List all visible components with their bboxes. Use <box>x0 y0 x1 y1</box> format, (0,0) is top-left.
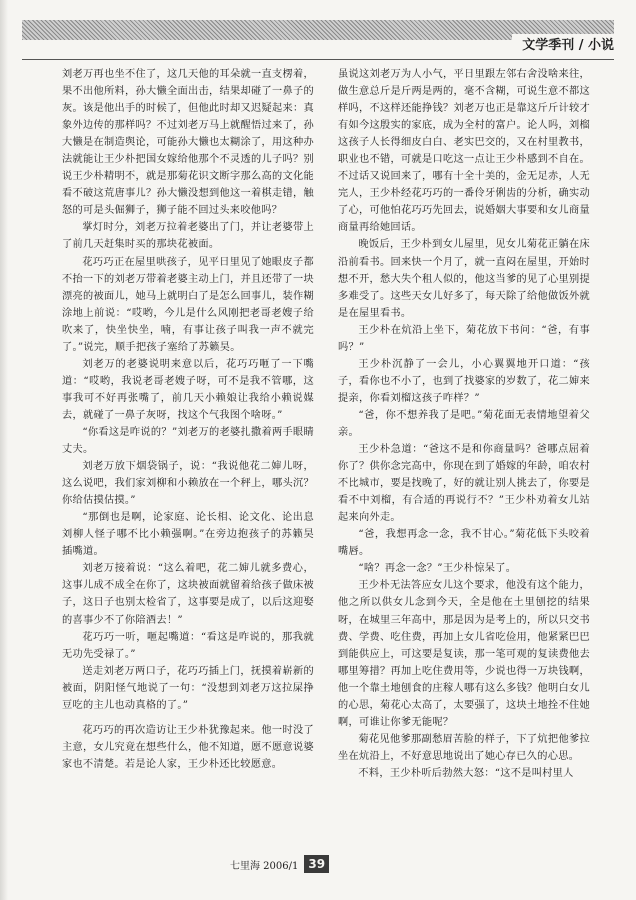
paragraph: 刘老万接着说：“这么着吧，花二婶儿就多费心，这事儿成不成全在你了，这块被面就留着给孩子做床被子，这日子也别太检省了，这事要是成了，以后这迎娶的喜事少不了你陪酒去！” <box>62 563 314 626</box>
paragraph: “啥？再念一念？”王少朴惊呆了。 <box>358 563 517 575</box>
page-edge-shadow <box>0 0 8 900</box>
right-text-column <box>338 66 590 782</box>
paragraph: 虽说这刘老万为人小气，平日里跟左邻右舍没啥来往，做生意总斤是斤两是两的，毫不含糊，可说生意不都这样吗，不这样还能挣钱？刘老万也正是靠这斤斤计较才有如今这殷实的家底，成为全村的富户。论人吗，刘榴这孩子人长得细皮白白、老实巴交的，又在村里教书，职业也不错，可就是口吃这一点让王少朴感到不自在。不过话又说回来了，哪有十全十美的，金无足赤，人无完人，王少朴经花巧巧的一番伶牙俐齿的分析，确实动了心，可他怕花巧巧先回去，说婚姻大事要和女儿商量商量再给她回话。 <box>338 69 590 234</box>
paragraph: “那倒也是啊，论家庭、论长相、论文化、论出息刘柳人怪子哪不比小赖强啊。”在旁边抱孩子的苏籁昊插嘴道。 <box>62 512 314 558</box>
paragraph: 刘老万放下烟袋锅子，说：“我说他花二婶儿呀，这么说吧，我们家刘柳和小赖放在一个秤上，哪头沉？你给估摸估摸。” <box>62 461 314 507</box>
page-number: 39 <box>304 855 329 873</box>
paragraph: 王少朴在炕沿上坐下，菊花放下书问：“爸，有事吗？” <box>338 324 590 353</box>
paragraph: 花巧巧正在屋里哄孩子，见平日里见了她眼皮子都不抬一下的刘老万带着老婆主动上门，并且还带了一块漂亮的被面儿，她马上就明白了是怎么回事儿，装作糊涂地上前说：“哎哟，今儿是什么风刚把老哥老嫂子给吹来了，快坐快坐，喃，有事让孩子叫我一声不就完了。”说完，顺手把孩子塞给了苏籁昊。 <box>62 256 314 353</box>
paragraph: 花巧巧一听，咂起嘴道：“看这是咋说的，那我就无功先受禄了。” <box>62 631 314 660</box>
left-text-column <box>62 66 314 773</box>
paragraph: 刘老万再也坐不住了，这几天他的耳朵就一直支楞着，果不出他所料，孙大懒全面出击，结果却碰了一鼻子的灰。该是他出手的时候了，但他此时却又迟疑起来：真象外边传的那样吗？不过刘老万马上就醒悟过来了，孙大懒是在制造舆论，可能孙大懒也太糊涂了，用这种办法就能让王少朴把国女嫁给他那个不灵透的儿子吗？别说王少朴精明不，就是那菊花识文断字那么高的文化能看不破这荒唐事儿？孙大懒没想到他这一着棋走错，触怒的可是头倔狮子，狮子能不回过头来咬他吗？ <box>62 69 314 217</box>
paragraph: 王少朴沉静了一会儿，小心翼翼地开口道：“孩子，看你也不小了，也到了找婆家的岁数了，花二婶来提亲，你看刘榴这孩子咋样？” <box>338 358 590 404</box>
header-rule <box>22 59 614 60</box>
paragraph: 刘老万的老婆说明来意以后，花巧巧咂了一下嘴道：“哎哟，我说老哥老嫂子呀，可不是我不管哪，这事我可不好再张嘴了，前几天小赖娘让我给小赖说媒去，就碰了一鼻子灰呀，找这个气我图个啥呀。” <box>62 358 314 421</box>
paragraph: 晚饭后，王少朴到女儿屋里，见女儿菊花正躺在床沿前看书。回来快一个月了，就一直闷在屋里，开始时想不开，愁大失个租人似的，他这当爹的见了心里别提多难受了。这些天女儿好多了，每天除了给他做饭外就是在屋里看书。 <box>338 239 590 319</box>
paragraph: 不料，王少朴听后勃然大怒：“这不是叫村里人 <box>358 767 574 779</box>
paragraph: 菊花见他爹那副愁眉苦脸的样子，下了炕把他爹拉坐在炕沿上，不好意思地说出了她心存已久的心思。 <box>338 733 590 762</box>
section-header: 文学季刊 / 小说 <box>512 34 614 58</box>
paragraph: “爸，我想再念一念，我不甘心。”菊花低下头咬着嘴唇。 <box>338 529 590 558</box>
footer-magazine-issue: 七里海 2006/1 <box>230 860 299 872</box>
page-footer <box>230 853 329 875</box>
paragraph: 花巧巧的再次造访让王少朴犹豫起来。他一时没了主意，女儿究竟在想些什么，他不知道，愿不愿意说婆家也不清楚。若是论人家，王少朴还比较愿意。 <box>62 724 314 770</box>
paragraph: 王少朴无法答应女儿这个要求，他没有这个能力，他之所以供女儿念到今天，全是他在土里刨挖的结果呀，在城里三年高中，那是因为是考上的，所以只交书费、学费、吃住费，再加上女儿省吃俭用，他紧紧巴巴到能供应上，可这要是复读，那一笔可观的复读费他去哪里筹措？再加上吃住费用等，少说也得一万块钱啊，他一个靠土地刨食的庄稼人哪有这么多钱？他明白女儿的心思，菊花心太高了，太要强了，这块土地拴不住她啊，可谁让你爹无能呢？ <box>338 580 590 728</box>
paragraph: 送走刘老万两口子，花巧巧插上门，抚摸着崭新的被面，阴阳怪气地说了一句：“没想到刘老万这拉屎挣豆吃的主儿也动真格的了。” <box>62 665 314 711</box>
paragraph: “你看这是咋说的？”刘老万的老婆扎撒着两手眼睛丈夫。 <box>62 426 314 456</box>
paragraph: 王少朴急道：“爸这不是和你商量吗？爸哪点屈着你了？供你念完高中，你现在到了婚嫁的年龄，咱农村不比城市，要是找晚了，好的就让别人挑去了，你要是看不中刘榴，有合适的再说行不？”王少朴劝着女儿站起来向外走。 <box>338 444 590 524</box>
paragraph: “爸，你不想养我了是吧。”菊花面无表情地望着父亲。 <box>338 409 590 438</box>
paragraph: 掌灯时分，刘老万拉着老婆出了门，并让老婆带上了前几天赶集时买的那块花被面。 <box>62 222 314 251</box>
